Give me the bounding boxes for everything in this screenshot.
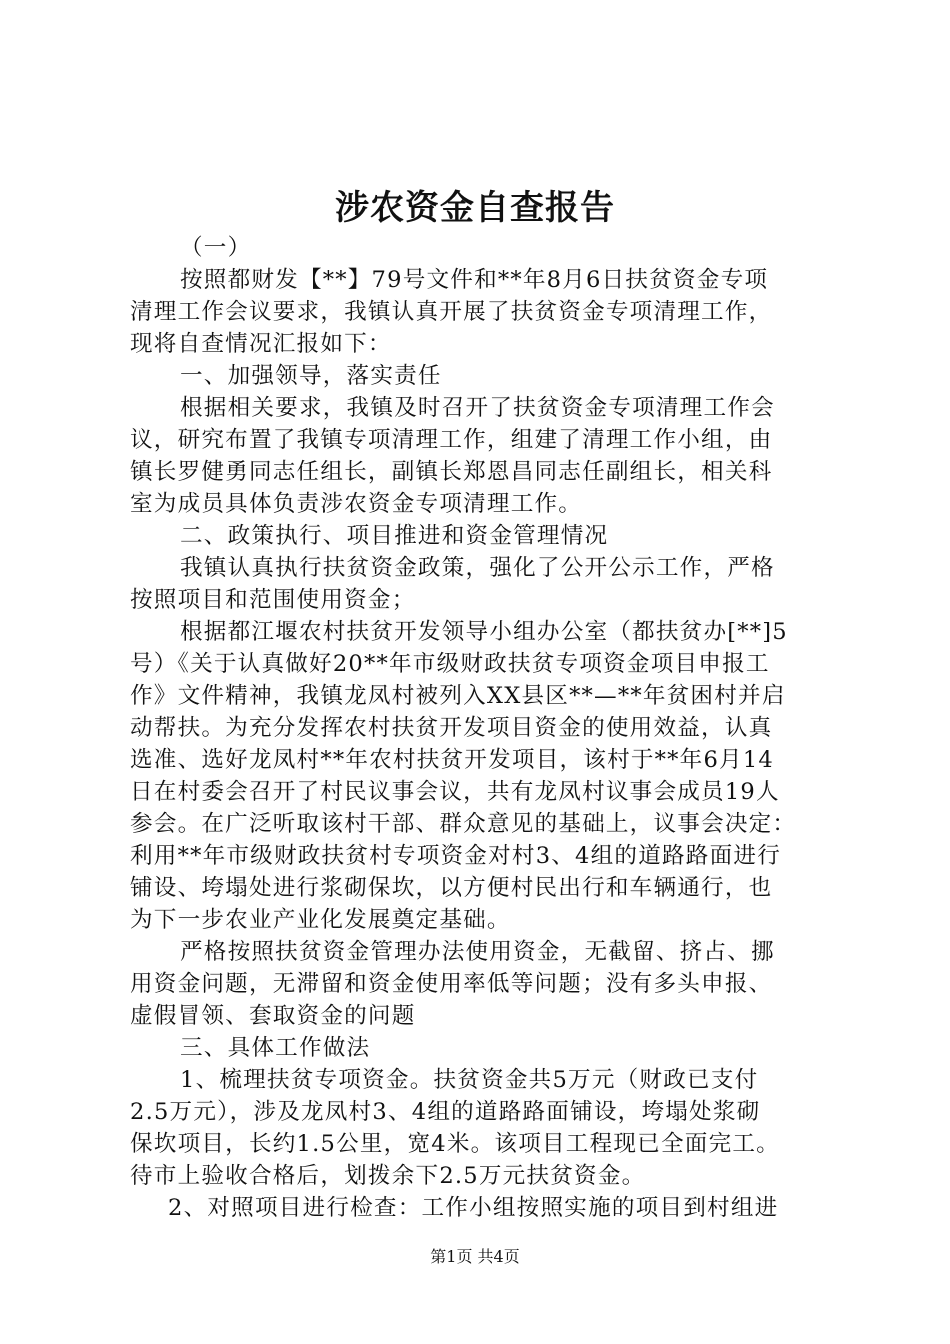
document-body — [130, 232, 830, 1224]
paragraph-line: 日在村委会召开了村民议事会议，共有龙凤村议事会成员19人 — [130, 779, 780, 805]
paragraph-line: 动帮扶。为充分发挥农村扶贫开发项目资金的使用效益，认真 — [130, 715, 773, 741]
paragraph-line: 作》文件精神，我镇龙凤村被列入XX县区**—**年贫困村并启 — [130, 683, 786, 709]
paragraph-line: 利用**年市级财政扶贫村专项资金对村3、4组的道路路面进行 — [130, 843, 781, 869]
paragraph-line: 室为成员具体负责涉农资金专项清理工作。 — [130, 491, 583, 517]
document-title: 涉农资金自查报告 — [335, 188, 615, 228]
paragraph-line: 为下一步农业产业化发展奠定基础。 — [130, 907, 511, 933]
paragraph-line: 铺设、垮塌处进行浆砌保坎，以方便村民出行和车辆通行，也 — [130, 875, 773, 901]
paragraph-line: 根据相关要求，我镇及时召开了扶贫资金专项清理工作会 — [180, 395, 775, 421]
paragraph-line: 保坎项目，长约1.5公里，宽4米。该项目工程现已全面完工。 — [130, 1131, 780, 1157]
section-heading: 三、具体工作做法 — [180, 1035, 371, 1061]
paragraph-line: 我镇认真执行扶贫资金政策，强化了公开公示工作，严格 — [180, 555, 775, 581]
paragraph-line: 2、对照项目进行检查：工作小组按照实施的项目到村组进 — [168, 1195, 779, 1221]
section-marker: （一） — [180, 235, 252, 261]
paragraph-line: 按照都财发【**】79号文件和**年8月6日扶贫资金专项 — [180, 267, 769, 293]
paragraph-line: 2.5万元），涉及龙凤村3、4组的道路路面铺设，垮塌处浆砌 — [130, 1099, 761, 1125]
paragraph-line: 清理工作会议要求，我镇认真开展了扶贫资金专项清理工作， — [130, 299, 773, 325]
paragraph-line: 虚假冒领、套取资金的问题 — [130, 1003, 416, 1029]
paragraph-line: 选准、选好龙凤村**年农村扶贫开发项目，该村于**年6月14 — [130, 747, 774, 773]
paragraph-line: 按照项目和范围使用资金； — [130, 587, 416, 613]
paragraph-line: 号）《关于认真做好20**年市级财政扶贫专项资金项目申报工 — [130, 651, 770, 677]
page-footer: 第1页 共4页 — [430, 1247, 520, 1266]
paragraph-line: 严格按照扶贫资金管理办法使用资金，无截留、挤占、挪 — [180, 939, 775, 965]
paragraph-line: 待市上验收合格后，划拨余下2.5万元扶贫资金。 — [130, 1163, 646, 1189]
paragraph-line: 镇长罗健勇同志任组长，副镇长郑恩昌同志任副组长，相关科 — [130, 459, 773, 485]
paragraph-line: 1、梳理扶贫专项资金。扶贫资金共5万元（财政已支付 — [180, 1067, 759, 1093]
section-heading: 二、政策执行、项目推进和资金管理情况 — [180, 523, 609, 549]
paragraph-line: 参会。在广泛听取该村干部、群众意见的基础上，议事会决定： — [130, 811, 797, 837]
paragraph-line: 根据都江堰农村扶贫开发领导小组办公室（都扶贫办[**]5 — [180, 619, 788, 645]
paragraph-line: 议，研究布置了我镇专项清理工作，组建了清理工作小组，由 — [130, 427, 773, 453]
paragraph-line: 现将自查情况汇报如下： — [130, 331, 392, 357]
paragraph-line: 用资金问题，无滞留和资金使用率低等问题；没有多头申报、 — [130, 971, 773, 997]
section-heading: 一、加强领导，落实责任 — [180, 363, 442, 389]
